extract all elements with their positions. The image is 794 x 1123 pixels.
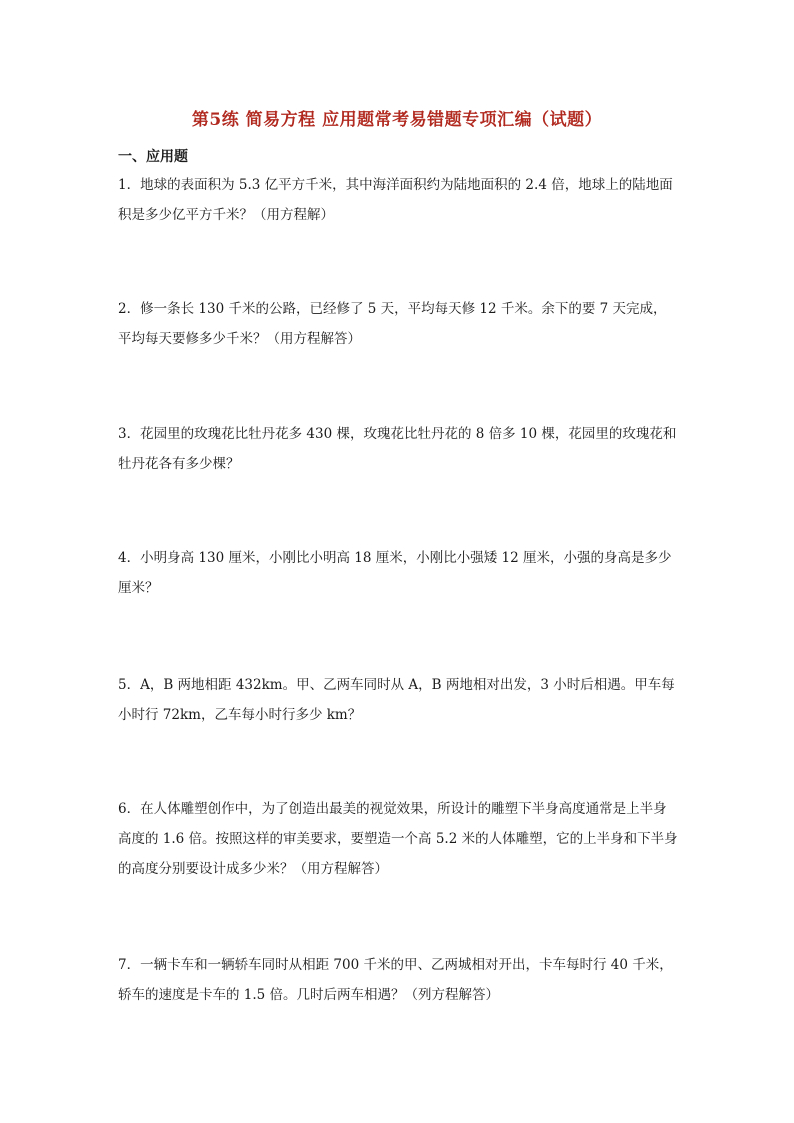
question-7: [118, 950, 678, 1010]
question-number: 2．: [118, 301, 141, 317]
question-text: 在人体雕塑创作中，为了创造出最美的视觉效果，所设计的雕塑下半身高度通常是上半身高度的 1.6 倍。按照这样的审美要求，要塑造一个高 5.2 米的人体雕塑，它的上半身和下半身的高度分别要设计成多少米？（用方程解答）: [118, 801, 678, 877]
question-text: 修一条长 130 千米的公路，已经修了 5 天，平均每天修 12 千米。余下的要 7 天完成，平均每天要修多少千米？（用方程解答）: [118, 301, 667, 347]
question-6: [118, 794, 678, 884]
question-number: 1．: [118, 177, 141, 193]
question-4: [118, 543, 678, 603]
question-number: 7．: [118, 957, 141, 973]
page-title: 第5练 简易方程 应用题常考易错题专项汇编（试题）: [191, 110, 603, 130]
question-text: 花园里的玫瑰花比牡丹花多 430 棵，玫瑰花比牡丹花的 8 倍多 10 棵，花园里的玫瑰花和牡丹花各有多少棵？: [118, 426, 677, 472]
question-text: 小明身高 130 厘米，小刚比小明高 18 厘米，小刚比小强矮 12 厘米，小强的身高是多少厘米？: [118, 550, 672, 596]
question-number: 4．: [118, 550, 141, 566]
question-5: [118, 670, 678, 730]
question-number: 3．: [118, 426, 141, 442]
question-2: [118, 294, 678, 354]
question-3: [118, 419, 678, 479]
section-heading: 一、应用题: [118, 149, 188, 165]
question-number: 6．: [118, 801, 141, 817]
question-text: 一辆卡车和一辆轿车同时从相距 700 千米的甲、乙两城相对开出，卡车每时行 40 千米，轿车的速度是卡车的 1.5 倍。几时后两车相遇？（列方程解答）: [118, 957, 673, 1003]
question-number: 5．: [118, 677, 141, 693]
question-1: [118, 170, 678, 230]
question-text: A，B 两地相距 432km。甲、乙两车同时从 A，B 两地相对出发，3 小时后相遇。甲车每小时行 72km，乙车每小时行多少 km？: [118, 677, 675, 723]
question-text: 地球的表面积为 5.3 亿平方千米，其中海洋面积约为陆地面积的 2.4 倍，地球上的陆地面积是多少亿平方千米？（用方程解）: [118, 177, 673, 223]
